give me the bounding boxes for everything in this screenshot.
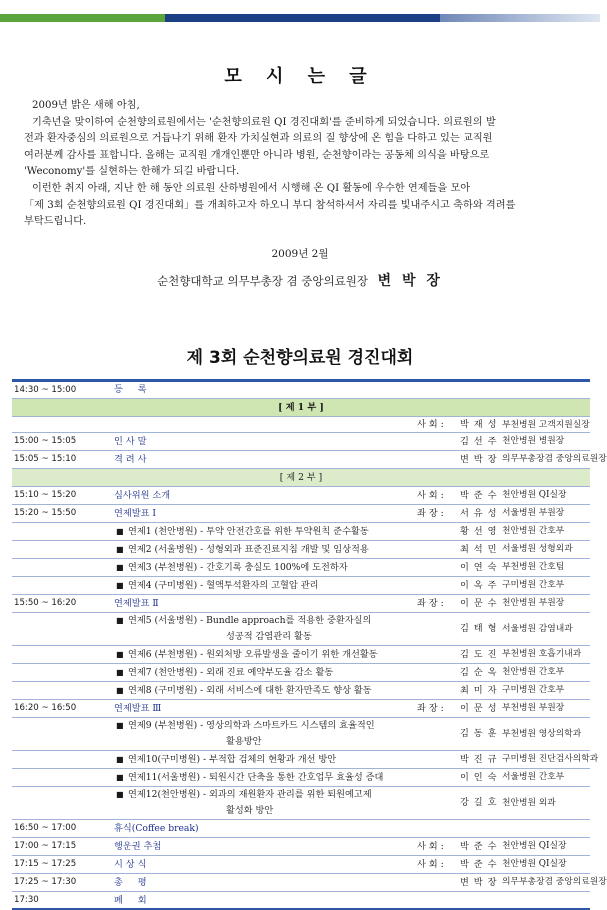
row-person: 김 선 주: [460, 436, 498, 447]
bullet-icon: ■: [116, 686, 124, 695]
row-person: 박 준 수: [460, 859, 498, 870]
bullet-icon: ■: [116, 581, 124, 590]
row-time: 17:25 ~ 17:30: [14, 877, 77, 887]
presentation-text: 연제7 (천안병원) - 외래 진료 예약부도율 감소 활동: [128, 667, 334, 678]
presentation-row: [12, 559, 590, 577]
presentation-row: [12, 613, 590, 646]
row-role: 좌 장 :: [417, 508, 444, 519]
presentation-text: 연제8 (구미병원) - 외래 서비스에 대한 환자만족도 향상 활동: [128, 685, 372, 696]
row-time: 14:30 ~ 15:00: [14, 385, 77, 395]
bullet-icon: ■: [116, 668, 124, 677]
row-org: 구미병원 진단검사의학과: [502, 754, 599, 764]
bullet-icon: ■: [116, 773, 124, 782]
bullet-icon: ■: [116, 545, 124, 554]
row-person: 이 문 성: [460, 703, 498, 714]
row-org: 부천병원 간호팀: [502, 562, 565, 572]
row-item: 연제발표 Ⅰ: [114, 508, 157, 519]
row-item: 시 상 식: [114, 859, 147, 870]
bullet-icon: ■: [116, 527, 124, 536]
row-item: 인 사 말: [114, 436, 147, 447]
row-org: 천안병원 간호부: [502, 667, 565, 677]
row-person: 이 문 수: [460, 598, 498, 609]
row-org: 구미병원 간호부: [502, 685, 565, 695]
row-person: 강 길 호: [460, 797, 498, 808]
row-person: 김 태 형: [460, 623, 498, 634]
invitation-body: [24, 98, 580, 231]
row-person: 황 선 영: [460, 526, 498, 537]
row-org: 부천병원 부원장: [502, 703, 565, 713]
row-org: 부천병원 영상의학과: [502, 729, 582, 739]
presentation-text: 연제10(구미병원) - 부적합 검체의 현황과 개선 방안: [128, 754, 337, 765]
row-org: 천안병원 부원장: [502, 598, 565, 608]
bullet-icon: ■: [116, 790, 124, 799]
program-row: [12, 856, 590, 874]
top-color-bar: [0, 14, 600, 22]
presentation-text: 연제2 (서울병원) - 성형외과 표준진료지침 개발 및 임상적용: [128, 544, 369, 555]
presentation-row: [12, 787, 590, 820]
program-row: [12, 451, 607, 469]
invitation-line: 이런한 취지 아래, 지난 한 해 동안 의료원 산하병원에서 시행해 온 QI 활동에 우수한 연제들을 모아: [32, 182, 471, 194]
row-time: 16:50 ~ 17:00: [14, 823, 77, 833]
invitation-line: 2009년 밝은 새해 아침,: [32, 100, 140, 111]
row-item: 등 록: [114, 384, 153, 395]
row-presentation: [116, 646, 378, 663]
row-person: 김 동 훈: [460, 728, 498, 739]
invitation-line: 'Weconomy'를 실현하는 한해가 되길 바랍니다.: [24, 166, 240, 178]
row-time: 15:50 ~ 16:20: [14, 598, 77, 608]
bullet-icon: ■: [116, 563, 124, 572]
row-person: 서 유 성: [460, 508, 498, 519]
row-time: 15:05 ~ 15:10: [14, 454, 77, 464]
presentation-text-cont: 활용방안: [226, 736, 262, 747]
row-person: 박 준 수: [460, 841, 498, 852]
row-org: 의무부총장겸 중앙의료원장: [502, 877, 607, 887]
row-presentation: [116, 577, 318, 594]
presentation-row: [12, 541, 590, 559]
presentation-row: [12, 646, 590, 664]
invitation-line: 부탁드립니다.: [24, 216, 87, 228]
row-time: 17:30: [14, 895, 39, 905]
presentation-row: [12, 664, 590, 682]
program-row: [12, 892, 590, 910]
presentation-text: 연제11(서울병원) - 퇴원시간 단축을 통한 간호업무 효율성 증대: [128, 772, 384, 783]
presentation-text: 연제3 (부천병원) - 간호기록 충실도 100%에 도전하자: [128, 562, 348, 573]
row-item: 총 평: [114, 877, 153, 888]
row-item: 연제발표 Ⅱ: [114, 598, 159, 609]
program-row: [12, 874, 607, 892]
row-person: 박 진 규: [460, 754, 498, 765]
part-1-header: [ 제 1 부 ]: [12, 399, 590, 417]
presentation-row: [12, 577, 590, 595]
row-org: 천안병원 외과: [502, 798, 556, 808]
program-row: [12, 505, 590, 523]
row-person: 이 연 숙: [460, 562, 498, 573]
row-org: 서울병원 간호부: [502, 772, 565, 782]
row-org: 천안병원 QI실장: [502, 490, 567, 500]
invitation-line: 전과 환자중심의 의료원으로 거듭나기 위해 환자 가치실현과 의료의 질 향상에 온 힘을 다하고 있는 교직원: [24, 133, 493, 145]
part-2-header: [ 제 2 부 ]: [12, 469, 590, 487]
row-person: 변 박 장: [460, 877, 498, 888]
invitation-line: 여러분께 감사를 표합니다. 올해는 교직원 개개인뿐만 아니라 병원, 순천향이라는 공동체 의식을 바탕으로: [24, 149, 490, 161]
row-presentation: [116, 787, 372, 819]
invitation-signature: [0, 270, 600, 290]
row-role: 사 회 :: [417, 490, 444, 501]
row-person: 이 인 숙: [460, 772, 498, 783]
presentation-row: [12, 718, 590, 751]
program-title: 제 3회 순천향의료원 경진대회: [186, 348, 414, 368]
row-person: 최 미 자: [460, 685, 498, 696]
program-row: [12, 382, 590, 399]
row-org: 천안병원 병원장: [502, 436, 565, 446]
row-item: 휴식(Coffee break): [114, 823, 199, 834]
program-row: [12, 417, 590, 434]
row-item: 격 려 사: [114, 454, 147, 465]
row-presentation: [116, 664, 333, 681]
row-role: 좌 장 :: [417, 598, 444, 609]
row-org: 부천병원 호흡기내과: [502, 649, 582, 659]
row-org: 의무부총장겸 중앙의료원장: [502, 454, 607, 464]
row-presentation: [116, 682, 372, 699]
row-time: 15:00 ~ 15:05: [14, 436, 77, 446]
row-person: 김 도 진: [460, 649, 498, 660]
row-time: 17:15 ~ 17:25: [14, 859, 77, 869]
row-role: 사 회 :: [417, 418, 444, 430]
row-org: 구미병원 간호부: [502, 580, 565, 590]
row-item: 폐 회: [114, 895, 153, 906]
invitation-date: 2009년 2월: [271, 248, 329, 260]
row-org: 서울병원 감염내과: [502, 624, 573, 634]
row-presentation: [116, 769, 383, 786]
presentation-text-cont: 성공적 감염관리 활동: [226, 631, 312, 642]
row-org: 서울병원 부원장: [502, 508, 565, 518]
row-org: 천안병원 QI실장: [502, 859, 567, 869]
row-time: 15:10 ~ 15:20: [14, 490, 77, 500]
presentation-row: [12, 523, 590, 541]
presentation-text: 연제1 (천안병원) - 투약 안전간호를 위한 투약원칙 준수활동: [128, 526, 369, 537]
presentation-text-cont: 활성화 방안: [226, 805, 274, 816]
row-presentation: [116, 541, 369, 558]
presentation-text: 연제4 (구미병원) - 혈액투석환자의 고혈압 관리: [128, 580, 319, 591]
bullet-icon: ■: [116, 755, 124, 764]
program-row: [12, 838, 590, 856]
signer-name: 변 박 장: [377, 273, 443, 289]
row-org: 서울병원 성형외과: [502, 544, 573, 554]
invitation-line: 기축년을 맞이하여 순천향의료원에서는 '순천향의료원 QI 경진대회'를 준비하게 되었습니다. 의료원의 발: [32, 116, 496, 128]
row-org: 천안병원 QI실장: [502, 841, 567, 851]
row-presentation: [116, 523, 369, 540]
program-table: [12, 379, 607, 910]
row-org: 부천병원 고객지원실장: [502, 419, 590, 430]
program-row: [12, 595, 590, 613]
row-item: 심사위원 소개: [114, 490, 171, 501]
row-time: 17:00 ~ 17:15: [14, 841, 77, 851]
invitation-title: 모 시 는 글: [224, 66, 376, 87]
row-role: 사 회 :: [417, 859, 444, 870]
row-presentation: [116, 613, 371, 645]
presentation-text: 연제5 (서울병원) - Bundle approach를 적용한 중환자실의: [128, 615, 372, 626]
program-row: [12, 487, 590, 505]
top-bar-fade-segment: [440, 14, 600, 22]
invitation-line: 「제 3회 순천향의료원 QI 경진대회」를 개최하고자 하오니 부디 참석하셔서 자리를 빛내주시고 축하와 격려를: [24, 199, 516, 211]
row-person: 이 옥 주: [460, 580, 498, 591]
row-person: 변 박 장: [460, 454, 498, 465]
top-bar-green-segment: [0, 14, 165, 22]
row-presentation: [116, 751, 336, 768]
bullet-icon: ■: [116, 721, 124, 730]
row-presentation: [116, 559, 348, 576]
signer-title: 순천향대학교 의무부총장 겸 중앙의료원장: [157, 274, 368, 288]
row-item: 행운권 추첨: [114, 841, 162, 852]
row-role: 사 회 :: [417, 841, 444, 852]
row-person: 박 준 수: [460, 490, 498, 501]
presentation-text: 연제6 (부천병원) - 원외처방 오류발생을 줄이기 위한 개선활동: [128, 649, 378, 660]
presentation-text: 연제12(천안병원) - 외과의 재원환자 관리를 위한 퇴원예고제: [128, 789, 372, 800]
row-org: 천안병원 간호부: [502, 526, 565, 536]
bullet-icon: ■: [116, 616, 124, 625]
row-role: 좌 장 :: [417, 703, 444, 714]
row-person: 최 석 민: [460, 544, 498, 555]
presentation-row: [12, 751, 599, 769]
program-row: [12, 433, 590, 451]
row-time: 16:20 ~ 16:50: [14, 703, 77, 713]
presentation-row: [12, 682, 590, 700]
presentation-row: [12, 769, 590, 787]
row-person: 박 재 성: [460, 418, 498, 430]
row-presentation: [116, 718, 375, 750]
row-item: 연제발표 Ⅲ: [114, 703, 162, 714]
row-time: 15:20 ~ 15:50: [14, 508, 77, 518]
program-row: [12, 700, 590, 718]
row-person: 김 순 옥: [460, 667, 498, 678]
presentation-text: 연제9 (부천병원) - 영상의학과 스마트카드 시스템의 효율적인: [128, 720, 375, 731]
bullet-icon: ■: [116, 650, 124, 659]
program-row: [12, 820, 590, 838]
top-bar-blue-segment: [165, 14, 440, 22]
